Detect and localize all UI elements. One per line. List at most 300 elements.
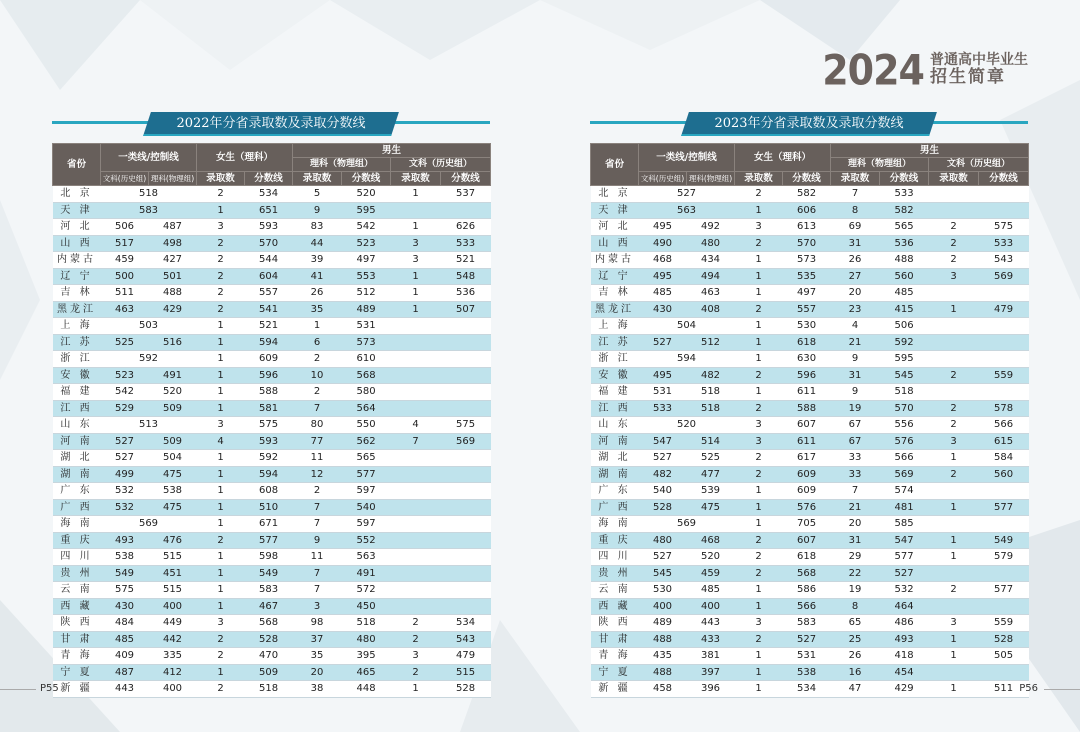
value-cell: 396 xyxy=(687,681,735,698)
province-cell: 山 东 xyxy=(591,417,639,434)
value-cell: 3 xyxy=(197,615,245,632)
province-cell: 新 疆 xyxy=(591,681,639,698)
value-cell: 511 xyxy=(979,681,1029,698)
value-cell: 569 xyxy=(101,516,197,533)
table-row xyxy=(591,483,1029,500)
value-cell: 1 xyxy=(929,301,979,318)
value-cell: 26 xyxy=(293,285,342,302)
col-score: 分数线 xyxy=(880,172,929,186)
value-cell: 1 xyxy=(197,549,245,566)
value-cell: 630 xyxy=(783,351,831,368)
value-cell: 527 xyxy=(639,186,735,203)
table-panel-2023 xyxy=(590,110,1028,698)
col-province: 省份 xyxy=(591,144,639,186)
value-cell: 26 xyxy=(831,648,880,665)
value-cell: 1 xyxy=(197,318,245,335)
value-cell xyxy=(929,565,979,582)
value-cell: 488 xyxy=(880,252,929,269)
value-cell: 6 xyxy=(293,334,342,351)
value-cell: 570 xyxy=(245,235,293,252)
value-cell: 1 xyxy=(735,598,783,615)
value-cell: 515 xyxy=(149,582,197,599)
value-cell: 4 xyxy=(197,433,245,450)
value-cell: 400 xyxy=(149,598,197,615)
value-cell: 2 xyxy=(735,631,783,648)
value-cell: 594 xyxy=(639,351,735,368)
province-cell: 广 西 xyxy=(53,499,101,516)
value-cell: 47 xyxy=(831,681,880,698)
province-cell: 山 西 xyxy=(53,235,101,252)
value-cell xyxy=(441,582,491,599)
value-cell: 435 xyxy=(639,648,687,665)
province-cell: 陕 西 xyxy=(591,615,639,632)
table-row xyxy=(591,582,1029,599)
value-cell: 1 xyxy=(391,186,441,203)
col-female: 女生（理科） xyxy=(197,144,293,172)
value-cell: 485 xyxy=(687,582,735,599)
value-cell: 1 xyxy=(735,334,783,351)
province-cell: 广 东 xyxy=(53,483,101,500)
value-cell: 2 xyxy=(197,268,245,285)
value-cell: 2 xyxy=(735,466,783,483)
col-tier-arts: 文科(历史组) xyxy=(101,172,149,186)
value-cell: 3 xyxy=(929,433,979,450)
province-cell: 广 西 xyxy=(591,499,639,516)
value-cell: 584 xyxy=(979,450,1029,467)
value-cell: 429 xyxy=(149,301,197,318)
value-cell: 67 xyxy=(831,417,880,434)
value-cell: 475 xyxy=(149,499,197,516)
province-cell: 湖 南 xyxy=(591,466,639,483)
value-cell xyxy=(979,664,1029,681)
value-cell: 609 xyxy=(245,351,293,368)
province-cell: 山 东 xyxy=(53,417,101,434)
value-cell: 651 xyxy=(245,202,293,219)
value-cell: 463 xyxy=(687,285,735,302)
value-cell: 1 xyxy=(197,483,245,500)
value-cell: 1 xyxy=(735,664,783,681)
value-cell: 31 xyxy=(831,367,880,384)
value-cell: 543 xyxy=(979,252,1029,269)
province-cell: 湖 南 xyxy=(53,466,101,483)
table-title-bar xyxy=(52,110,490,136)
value-cell: 532 xyxy=(880,582,929,599)
value-cell xyxy=(929,202,979,219)
value-cell xyxy=(441,516,491,533)
value-cell xyxy=(441,202,491,219)
value-cell xyxy=(391,334,441,351)
value-cell: 604 xyxy=(245,268,293,285)
value-cell: 1 xyxy=(929,549,979,566)
value-cell: 515 xyxy=(149,549,197,566)
value-cell: 20 xyxy=(293,664,342,681)
value-cell: 608 xyxy=(245,483,293,500)
value-cell: 518 xyxy=(245,681,293,698)
value-cell: 509 xyxy=(149,433,197,450)
value-cell: 618 xyxy=(783,334,831,351)
value-cell: 1 xyxy=(391,219,441,236)
value-cell: 2 xyxy=(197,532,245,549)
value-cell: 566 xyxy=(979,417,1029,434)
value-cell: 492 xyxy=(687,219,735,236)
table-row xyxy=(53,268,491,285)
col-score: 分数线 xyxy=(979,172,1029,186)
value-cell: 583 xyxy=(101,202,197,219)
value-cell: 533 xyxy=(441,235,491,252)
province-cell: 内蒙古 xyxy=(591,252,639,269)
province-cell: 内蒙古 xyxy=(53,252,101,269)
value-cell: 529 xyxy=(101,400,149,417)
value-cell: 489 xyxy=(342,301,391,318)
table-row xyxy=(53,631,491,648)
value-cell: 1 xyxy=(197,664,245,681)
value-cell: 1 xyxy=(197,384,245,401)
value-cell: 475 xyxy=(149,466,197,483)
value-cell: 2 xyxy=(929,417,979,434)
table-row xyxy=(53,219,491,236)
value-cell xyxy=(929,186,979,203)
value-cell: 8 xyxy=(831,202,880,219)
col-tier-sci: 理科(物理组) xyxy=(687,172,735,186)
province-cell: 河 北 xyxy=(591,219,639,236)
value-cell: 2 xyxy=(929,400,979,417)
value-cell: 1 xyxy=(735,268,783,285)
table-row xyxy=(591,351,1029,368)
value-cell xyxy=(441,450,491,467)
value-cell: 1 xyxy=(391,681,441,698)
value-cell xyxy=(441,384,491,401)
value-cell xyxy=(441,499,491,516)
value-cell: 533 xyxy=(880,186,929,203)
value-cell: 1 xyxy=(735,318,783,335)
value-cell: 538 xyxy=(149,483,197,500)
province-cell: 湖 北 xyxy=(591,450,639,467)
province-cell: 广 东 xyxy=(591,483,639,500)
value-cell xyxy=(391,565,441,582)
value-cell: 29 xyxy=(831,549,880,566)
table-row xyxy=(591,400,1029,417)
value-cell: 568 xyxy=(245,615,293,632)
value-cell: 560 xyxy=(880,268,929,285)
table-row xyxy=(591,664,1029,681)
table-row xyxy=(591,252,1029,269)
value-cell: 542 xyxy=(101,384,149,401)
value-cell: 482 xyxy=(639,466,687,483)
table-row xyxy=(591,499,1029,516)
value-cell: 1 xyxy=(197,334,245,351)
table-row xyxy=(591,631,1029,648)
value-cell: 575 xyxy=(441,417,491,434)
value-cell: 2 xyxy=(293,483,342,500)
value-cell xyxy=(979,186,1029,203)
value-cell: 572 xyxy=(342,582,391,599)
col-tier: 一类线/控制线 xyxy=(101,144,197,172)
value-cell: 1 xyxy=(197,516,245,533)
value-cell: 506 xyxy=(880,318,929,335)
value-cell: 7 xyxy=(293,499,342,516)
value-cell: 538 xyxy=(101,549,149,566)
value-cell: 515 xyxy=(441,664,491,681)
province-cell: 新 疆 xyxy=(53,681,101,698)
province-cell: 宁 夏 xyxy=(53,664,101,681)
value-cell: 33 xyxy=(831,466,880,483)
table-row xyxy=(591,186,1029,203)
value-cell: 1 xyxy=(735,516,783,533)
value-cell: 12 xyxy=(293,466,342,483)
value-cell: 2 xyxy=(735,367,783,384)
value-cell: 549 xyxy=(979,532,1029,549)
col-score: 分数线 xyxy=(342,172,391,186)
table-row xyxy=(53,400,491,417)
value-cell: 570 xyxy=(783,235,831,252)
value-cell: 449 xyxy=(149,615,197,632)
value-cell: 577 xyxy=(979,582,1029,599)
table-row xyxy=(591,235,1029,252)
value-cell: 527 xyxy=(101,433,149,450)
brand-year: 2024 xyxy=(822,45,924,95)
province-cell: 天 津 xyxy=(53,202,101,219)
value-cell: 35 xyxy=(293,648,342,665)
value-cell: 563 xyxy=(639,202,735,219)
value-cell: 504 xyxy=(149,450,197,467)
value-cell xyxy=(979,285,1029,302)
value-cell xyxy=(391,318,441,335)
value-cell: 1 xyxy=(929,648,979,665)
value-cell: 476 xyxy=(149,532,197,549)
score-table-2023 xyxy=(590,143,1029,698)
table-row xyxy=(591,367,1029,384)
value-cell: 534 xyxy=(783,681,831,698)
col-admit: 录取数 xyxy=(391,172,441,186)
value-cell: 2 xyxy=(735,565,783,582)
table-row xyxy=(591,466,1029,483)
value-cell: 570 xyxy=(880,400,929,417)
value-cell: 527 xyxy=(639,334,687,351)
value-cell xyxy=(979,351,1029,368)
value-cell: 523 xyxy=(342,235,391,252)
value-cell: 520 xyxy=(687,549,735,566)
value-cell: 509 xyxy=(149,400,197,417)
value-cell: 540 xyxy=(342,499,391,516)
table-row xyxy=(53,285,491,302)
value-cell: 512 xyxy=(342,285,391,302)
page-rule xyxy=(1044,689,1080,690)
table-row xyxy=(591,565,1029,582)
col-male-arts: 文科（历史组） xyxy=(929,158,1029,172)
value-cell: 464 xyxy=(880,598,929,615)
value-cell: 3 xyxy=(735,417,783,434)
value-cell: 609 xyxy=(783,466,831,483)
value-cell: 44 xyxy=(293,235,342,252)
value-cell: 11 xyxy=(293,549,342,566)
value-cell: 559 xyxy=(979,367,1029,384)
value-cell: 588 xyxy=(245,384,293,401)
value-cell: 577 xyxy=(245,532,293,549)
value-cell: 77 xyxy=(293,433,342,450)
value-cell: 482 xyxy=(687,367,735,384)
value-cell: 541 xyxy=(245,301,293,318)
value-cell: 582 xyxy=(783,186,831,203)
value-cell: 498 xyxy=(149,235,197,252)
value-cell: 458 xyxy=(639,681,687,698)
value-cell: 7 xyxy=(293,400,342,417)
value-cell: 607 xyxy=(783,417,831,434)
value-cell: 610 xyxy=(342,351,391,368)
value-cell: 16 xyxy=(831,664,880,681)
value-cell: 596 xyxy=(245,367,293,384)
value-cell: 534 xyxy=(441,615,491,632)
value-cell: 2 xyxy=(735,549,783,566)
value-cell: 450 xyxy=(342,598,391,615)
value-cell: 518 xyxy=(687,400,735,417)
value-cell: 429 xyxy=(880,681,929,698)
value-cell: 520 xyxy=(639,417,735,434)
table-row xyxy=(53,516,491,533)
value-cell xyxy=(391,499,441,516)
table-title: 2022年分省录取数及录取分数线 xyxy=(176,116,366,131)
value-cell: 468 xyxy=(639,252,687,269)
value-cell: 611 xyxy=(783,433,831,450)
page-number: P56 xyxy=(1019,683,1038,694)
value-cell: 553 xyxy=(342,268,391,285)
value-cell: 488 xyxy=(639,631,687,648)
value-cell: 2 xyxy=(735,400,783,417)
value-cell: 576 xyxy=(880,433,929,450)
value-cell: 35 xyxy=(293,301,342,318)
col-admit: 录取数 xyxy=(197,172,245,186)
value-cell: 442 xyxy=(149,631,197,648)
value-cell: 397 xyxy=(687,664,735,681)
table-row xyxy=(53,202,491,219)
col-province: 省份 xyxy=(53,144,101,186)
province-cell: 吉 林 xyxy=(53,285,101,302)
table-row xyxy=(53,499,491,516)
brand-text xyxy=(930,53,1028,87)
value-cell: 549 xyxy=(245,565,293,582)
value-cell: 532 xyxy=(101,483,149,500)
value-cell: 2 xyxy=(293,351,342,368)
value-cell: 528 xyxy=(979,631,1029,648)
value-cell: 495 xyxy=(639,367,687,384)
value-cell: 37 xyxy=(293,631,342,648)
province-cell: 安 徽 xyxy=(591,367,639,384)
table-row xyxy=(591,417,1029,434)
value-cell: 525 xyxy=(101,334,149,351)
province-cell: 天 津 xyxy=(591,202,639,219)
value-cell: 495 xyxy=(639,268,687,285)
value-cell: 556 xyxy=(880,417,929,434)
value-cell: 65 xyxy=(831,615,880,632)
value-cell: 459 xyxy=(101,252,149,269)
value-cell: 31 xyxy=(831,532,880,549)
col-admit: 录取数 xyxy=(831,172,880,186)
value-cell: 506 xyxy=(101,219,149,236)
value-cell: 560 xyxy=(979,466,1029,483)
value-cell: 1 xyxy=(929,450,979,467)
value-cell: 568 xyxy=(783,565,831,582)
value-cell: 617 xyxy=(783,450,831,467)
value-cell: 578 xyxy=(979,400,1029,417)
value-cell: 430 xyxy=(639,301,687,318)
value-cell: 533 xyxy=(639,400,687,417)
value-cell: 38 xyxy=(293,681,342,698)
province-cell: 西 藏 xyxy=(53,598,101,615)
value-cell: 3 xyxy=(735,433,783,450)
value-cell: 581 xyxy=(245,400,293,417)
value-cell: 547 xyxy=(880,532,929,549)
value-cell: 3 xyxy=(293,598,342,615)
value-cell: 400 xyxy=(149,681,197,698)
value-cell: 490 xyxy=(639,235,687,252)
value-cell: 586 xyxy=(783,582,831,599)
value-cell: 41 xyxy=(293,268,342,285)
value-cell: 545 xyxy=(639,565,687,582)
province-cell: 浙 江 xyxy=(591,351,639,368)
table-row xyxy=(53,433,491,450)
value-cell: 488 xyxy=(149,285,197,302)
table-row xyxy=(53,367,491,384)
value-cell xyxy=(979,483,1029,500)
value-cell xyxy=(979,334,1029,351)
value-cell: 7 xyxy=(293,565,342,582)
value-cell xyxy=(929,598,979,615)
value-cell: 433 xyxy=(687,631,735,648)
value-cell: 2 xyxy=(929,252,979,269)
value-cell: 454 xyxy=(880,664,929,681)
score-table-2022 xyxy=(52,143,491,698)
table-row xyxy=(53,351,491,368)
value-cell: 480 xyxy=(687,235,735,252)
value-cell: 542 xyxy=(342,219,391,236)
value-cell: 504 xyxy=(639,318,735,335)
col-admit: 录取数 xyxy=(929,172,979,186)
value-cell: 412 xyxy=(149,664,197,681)
value-cell: 1 xyxy=(197,598,245,615)
value-cell: 544 xyxy=(245,252,293,269)
value-cell: 527 xyxy=(880,565,929,582)
value-cell: 543 xyxy=(441,631,491,648)
value-cell: 577 xyxy=(342,466,391,483)
value-cell: 3 xyxy=(391,648,441,665)
table-row xyxy=(53,532,491,549)
value-cell: 400 xyxy=(639,598,687,615)
value-cell: 557 xyxy=(245,285,293,302)
value-cell: 613 xyxy=(783,219,831,236)
value-cell: 531 xyxy=(783,648,831,665)
value-cell: 21 xyxy=(831,499,880,516)
value-cell: 1 xyxy=(735,202,783,219)
value-cell: 395 xyxy=(342,648,391,665)
value-cell: 7 xyxy=(391,433,441,450)
value-cell: 22 xyxy=(831,565,880,582)
value-cell: 3 xyxy=(929,268,979,285)
value-cell: 626 xyxy=(441,219,491,236)
value-cell: 593 xyxy=(245,219,293,236)
value-cell: 512 xyxy=(687,334,735,351)
value-cell: 3 xyxy=(735,219,783,236)
value-cell: 479 xyxy=(979,301,1029,318)
value-cell xyxy=(979,384,1029,401)
value-cell xyxy=(441,367,491,384)
value-cell: 1 xyxy=(735,681,783,698)
value-cell: 2 xyxy=(197,235,245,252)
value-cell: 1 xyxy=(197,202,245,219)
value-cell: 507 xyxy=(441,301,491,318)
value-cell: 19 xyxy=(831,582,880,599)
value-cell: 577 xyxy=(979,499,1029,516)
value-cell xyxy=(441,532,491,549)
value-cell: 418 xyxy=(880,648,929,665)
